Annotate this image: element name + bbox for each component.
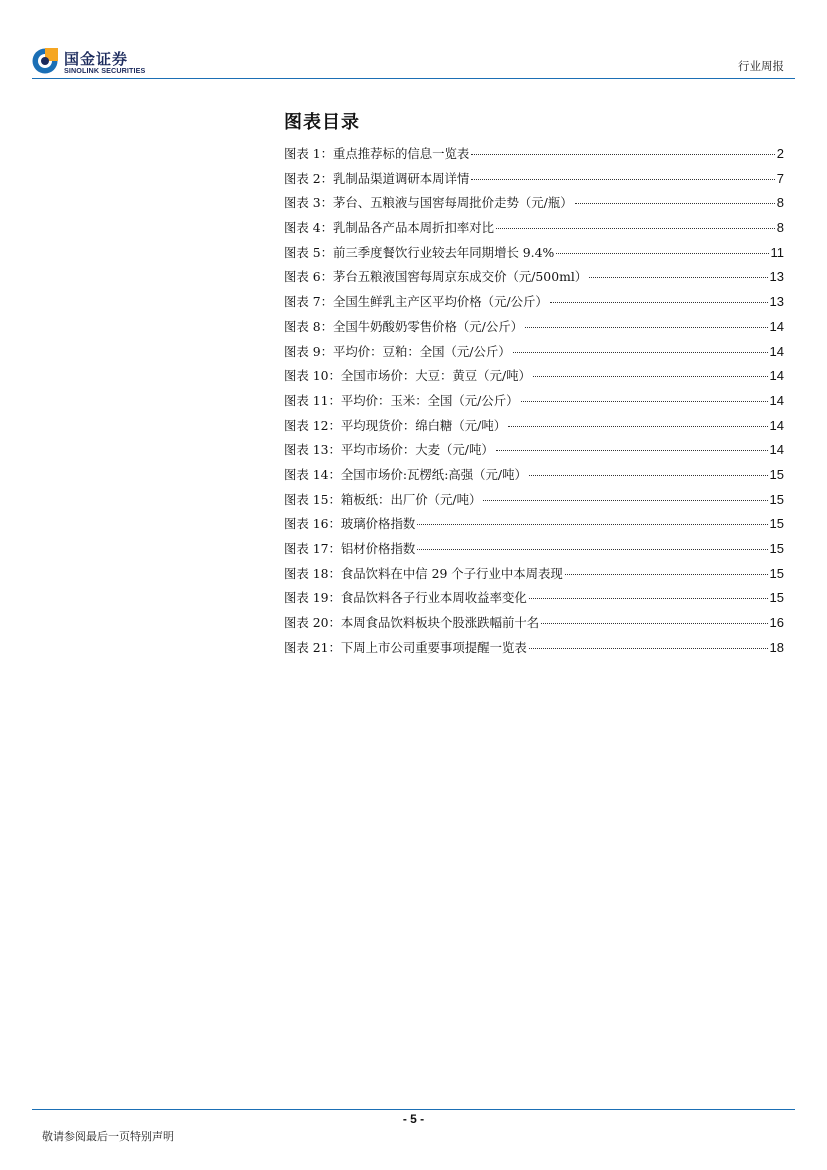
toc-leader-dots — [589, 277, 767, 278]
toc-leader-dots — [521, 401, 768, 402]
toc-entry-text: 前三季度餐饮行业较去年同期增长 9.4% — [333, 244, 555, 260]
toc-leader-dots — [513, 352, 768, 353]
toc-entry-text: 乳制品各产品本周折扣率对比 — [333, 220, 495, 236]
toc-entry[interactable] — [284, 438, 784, 463]
toc-entry-label: 图表 13： — [284, 442, 341, 458]
toc-entry[interactable] — [284, 340, 784, 365]
page-number: - 5 - — [402, 1112, 425, 1126]
toc-entry[interactable] — [284, 167, 784, 192]
toc-entry-label: 图表 1： — [284, 146, 333, 161]
toc-entry-label: 图表 4： — [284, 220, 333, 236]
toc-leader-dots — [529, 475, 768, 476]
toc-entry-text: 全国牛奶酸奶零售价格（元/公斤） — [333, 318, 524, 334]
page-header — [0, 0, 827, 80]
toc-leader-dots — [471, 154, 774, 155]
toc-entry-text: 茅台五粮液国窖每周京东成交价（元/500ml） — [333, 269, 588, 285]
toc-leader-dots — [496, 228, 775, 229]
toc-entry[interactable] — [284, 191, 784, 216]
toc-entry-label: 图表 2： — [284, 170, 333, 186]
toc-leader-dots — [525, 327, 767, 328]
toc-leader-dots — [529, 648, 768, 649]
toc-entry-page: 2 — [776, 146, 784, 161]
toc-entry-text: 茅台、五粮液与国窖每周批价走势（元/瓶） — [333, 195, 573, 211]
toc-entry[interactable] — [284, 241, 784, 266]
toc-entry-page: 15 — [769, 516, 784, 532]
toc-entry-label: 图表 3： — [284, 195, 333, 211]
toc-entry-page: 15 — [769, 541, 784, 556]
toc-entry-page: 15 — [769, 491, 784, 507]
toc-entry-label: 图表 7： — [284, 294, 333, 310]
toc-entry-text: 全国市场价:瓦楞纸:高强（元/吨） — [340, 466, 527, 482]
toc-leader-dots — [417, 524, 767, 525]
toc-entry[interactable] — [284, 364, 784, 389]
logo-english-name: SINOLINK SECURITIES — [64, 66, 146, 75]
toc-leader-dots — [565, 574, 768, 575]
logo-chinese-name: 国金证券 — [64, 50, 129, 68]
toc-entry-page: 14 — [769, 417, 784, 433]
toc-entry-text: 铝材价格指数 — [340, 541, 416, 556]
toc-entry-label: 图表 5： — [284, 244, 333, 260]
toc-entry[interactable] — [284, 463, 784, 488]
report-type: 行业周报 — [738, 59, 784, 73]
toc-entry-page: 7 — [776, 170, 784, 186]
toc-entry-page: 15 — [769, 590, 784, 606]
toc-entry-page: 14 — [769, 392, 784, 408]
toc-entry-page: 15 — [769, 565, 784, 581]
toc-leader-dots — [575, 203, 775, 204]
toc-entry-label: 图表 8： — [284, 318, 333, 334]
header-divider — [32, 78, 795, 79]
toc-entry[interactable] — [284, 142, 784, 167]
toc-entry-page: 14 — [769, 442, 784, 458]
toc-entry-label: 图表 19： — [284, 590, 341, 606]
toc-entry-text: 全国生鲜乳主产区平均价格（元/公斤） — [333, 294, 548, 310]
toc-entry[interactable] — [284, 537, 784, 562]
toc-leader-dots — [556, 253, 768, 254]
toc-entry-text: 食品饮料各子行业本周收益率变化 — [340, 590, 527, 606]
toc-leader-dots — [471, 179, 774, 180]
toc-entry-label: 图表 20： — [284, 615, 341, 631]
footer-divider — [32, 1109, 795, 1110]
toc-entry[interactable] — [284, 611, 784, 636]
toc-leader-dots — [541, 623, 767, 624]
toc-title: 图表目录 — [284, 112, 360, 133]
toc-entry-text: 玻璃价格指数 — [340, 516, 416, 532]
toc-entry-text: 食品饮料在中信 29 个子行业中本周表现 — [340, 565, 563, 581]
toc-entry-text: 平均价：玉米：全国（元/公斤） — [340, 392, 519, 408]
toc-leader-dots — [529, 598, 768, 599]
toc-entry-label: 图表 18： — [284, 565, 341, 581]
toc-entry-page: 13 — [769, 294, 784, 310]
toc-entry-label: 图表 21： — [284, 639, 341, 655]
toc-entry-page: 14 — [769, 318, 784, 334]
footer-disclaimer: 敬请参阅最后一页特别声明 — [42, 1130, 174, 1143]
toc-entry-text: 平均价：豆粕：全国（元/公斤） — [333, 343, 511, 359]
company-logo — [32, 46, 162, 78]
toc-entry-page: 8 — [776, 220, 784, 236]
toc-entry-text: 本周食品饮料板块个股涨跌幅前十名 — [340, 615, 540, 631]
toc-entry-page: 14 — [769, 368, 784, 384]
toc-entry-label: 图表 6： — [284, 269, 333, 285]
sinolink-logo-icon — [32, 48, 58, 74]
toc-leader-dots — [550, 302, 768, 303]
toc-entry-label: 图表 17： — [284, 541, 341, 556]
toc-entry[interactable] — [284, 216, 784, 241]
toc-entry[interactable] — [284, 512, 784, 537]
toc-entry-text: 重点推荐标的信息一览表 — [333, 146, 470, 161]
toc-leader-dots — [508, 426, 767, 427]
toc-entry-label: 图表 15： — [284, 491, 341, 507]
toc-entry[interactable] — [284, 414, 784, 439]
toc-entry-page: 16 — [769, 615, 784, 631]
toc-entry-text: 全国市场价：大豆：黄豆（元/吨） — [340, 368, 531, 384]
toc-entry-text: 箱板纸：出厂价（元/吨） — [340, 491, 482, 507]
toc-entry[interactable] — [284, 265, 784, 290]
toc-entry-label: 图表 16： — [284, 516, 341, 532]
toc-leader-dots — [533, 376, 768, 377]
toc-entry[interactable] — [284, 586, 784, 611]
toc-leader-dots — [483, 500, 767, 501]
toc-entry-page: 11 — [770, 244, 784, 260]
table-of-figures — [284, 142, 784, 660]
toc-entry-page: 13 — [769, 269, 784, 285]
toc-entry[interactable] — [284, 389, 784, 414]
toc-entry-label: 图表 14： — [284, 466, 341, 482]
toc-entry-text: 乳制品渠道调研本周详情 — [333, 170, 470, 186]
toc-entry-page: 14 — [769, 343, 784, 359]
toc-leader-dots — [496, 450, 768, 451]
toc-entry-label: 图表 12： — [284, 417, 341, 433]
toc-entry-text: 平均现货价：绵白糖（元/吨） — [340, 417, 507, 433]
toc-entry[interactable] — [284, 636, 784, 661]
toc-entry[interactable] — [284, 488, 784, 513]
toc-entry-label: 图表 11： — [284, 392, 341, 408]
toc-entry[interactable] — [284, 562, 784, 587]
toc-entry[interactable] — [284, 290, 784, 315]
toc-entry[interactable] — [284, 315, 784, 340]
toc-entry-text: 平均市场价：大麦（元/吨） — [340, 442, 494, 458]
toc-entry-text: 下周上市公司重要事项提醒一览表 — [340, 639, 527, 655]
toc-entry-page: 8 — [776, 195, 784, 211]
toc-entry-label: 图表 10： — [284, 368, 341, 384]
toc-entry-label: 图表 9： — [284, 343, 333, 359]
toc-leader-dots — [417, 549, 767, 550]
toc-entry-page: 18 — [769, 639, 784, 655]
toc-entry-page: 15 — [769, 466, 784, 482]
